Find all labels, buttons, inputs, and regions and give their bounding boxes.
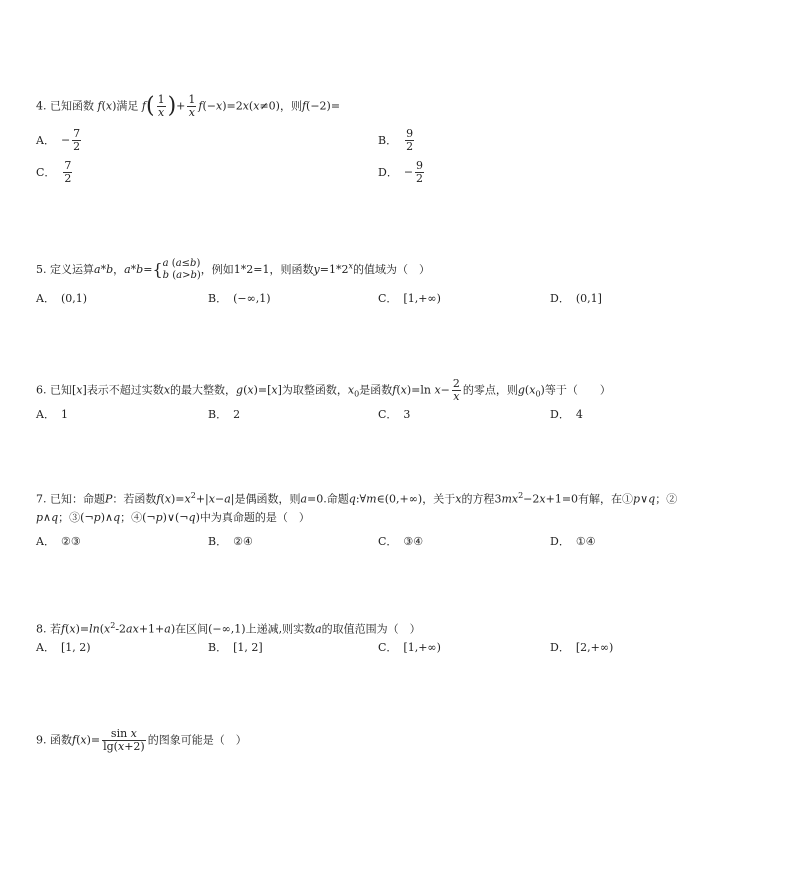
fraction: $\frac{7}{2}$: [73, 127, 81, 153]
question-stem: 8. 若$f(x)=\ln(x^2-2ax+1+a)$在区间(−∞,1)上递减,则实数a的取值范围为（ ）: [36, 621, 421, 636]
option-b[interactable]: B． [1, 2]: [208, 641, 263, 654]
question-number: 9.: [36, 733, 47, 747]
option-a[interactable]: A． − $\frac{7}{2}$: [36, 127, 81, 153]
option-c[interactable]: C． [1,+∞): [378, 641, 441, 654]
option-b[interactable]: B． (−∞,1): [208, 292, 271, 305]
question-stem: 9. 函数f(x)= $\frac{\text{sin x}}{\lg(x+2)}$ 的图象可能是（ ）: [36, 727, 247, 753]
option-a[interactable]: A． (0,1): [36, 292, 88, 305]
option-b[interactable]: B． $\frac{9}{2}$: [378, 127, 414, 153]
question-stem: 5. 定义运算a*b，a*b={ a (a≤b) b (a>b) ，例如1*2=1，则函数$y=1*2^x$的值域为（ ）: [36, 258, 430, 281]
question-number: 8.: [36, 622, 47, 636]
question-number: 6.: [36, 383, 47, 397]
fraction: $\frac{9}{2}$: [406, 127, 414, 153]
option-d[interactable]: D． 4: [550, 408, 583, 421]
option-b[interactable]: B． 2: [208, 408, 241, 421]
option-a[interactable]: A． ②③: [36, 535, 81, 548]
question-stem-continued: p∧q；③(¬p)∧q；④(¬p)∨(¬q)中为真命题的是（ ）: [36, 511, 310, 524]
fraction: $\frac{1}{x}$: [188, 93, 196, 119]
question-number: 5.: [36, 263, 47, 276]
question-number: 4.: [36, 99, 47, 113]
option-d[interactable]: D． − $\frac{9}{2}$: [378, 159, 424, 185]
piecewise: a (a≤b) b (a>b): [162, 258, 201, 281]
option-d[interactable]: D． ①④: [550, 535, 596, 548]
fraction: $\frac{7}{2}$: [64, 159, 72, 185]
option-c[interactable]: C． 3: [378, 408, 411, 421]
question-stem: 7. 已知：命题P：若函数$f(x)=x^2+|x-a|$是偶函数，则a=0.命题q:∀m∈(0,+∞)，关于x的方程$3mx^2-2x+1=0$有解，在①p∨q；②: [36, 491, 678, 506]
option-c[interactable]: C． ③④: [378, 535, 424, 548]
option-a[interactable]: A． [1, 2): [36, 641, 91, 654]
option-c[interactable]: C． $\frac{7}{2}$: [36, 159, 72, 185]
fraction: $\frac{\text{sin x}}{\lg(x+2)}$: [103, 727, 145, 753]
option-b[interactable]: B． ②④: [208, 535, 253, 548]
fraction: $\frac{9}{2}$: [416, 159, 424, 185]
option-d[interactable]: D． (0,1]: [550, 292, 602, 305]
question-stem: 4. 已知函数 f(x)满足 f( $\frac{1}{x}$ )+ $\frac{1}{x}$ f(−x)=2x(x≠0)，则f(−2)=: [36, 93, 341, 119]
option-c[interactable]: C． [1,+∞): [378, 292, 441, 305]
question-number: 7.: [36, 492, 47, 506]
question-stem: 6. 已知[x]表示不超过实数x的最大整数，g(x)=[x]为取整函数，$x_0$是函数f(x)=ln x− $\frac{2}{x}$ 的零点，则$g(x_0)$等于（ ）: [36, 377, 611, 403]
option-d[interactable]: D． [2,+∞): [550, 641, 614, 654]
fraction: $\frac{2}{x}$: [452, 377, 460, 403]
option-a[interactable]: A． 1: [36, 408, 68, 421]
fraction: $\frac{1}{x}$: [157, 93, 165, 119]
